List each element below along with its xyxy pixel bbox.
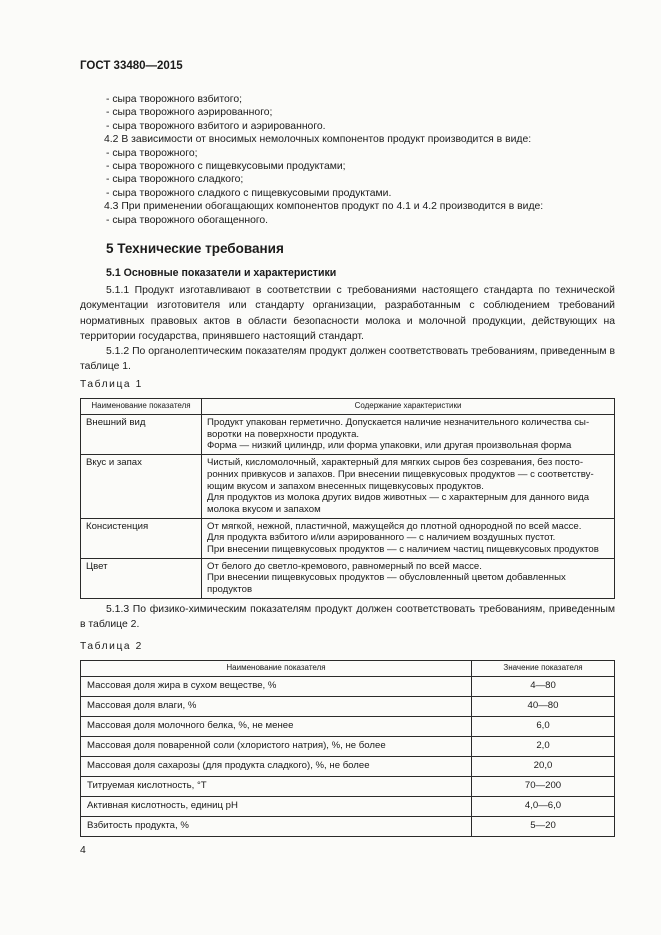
row-value: 4—80 bbox=[472, 677, 615, 697]
row-name: Консистенция bbox=[81, 518, 202, 558]
table-row bbox=[81, 415, 615, 455]
row-name: Массовая доля влаги, % bbox=[81, 697, 472, 717]
intro-list bbox=[106, 93, 618, 227]
row-name: Массовая доля жира в сухом веществе, % bbox=[81, 677, 472, 697]
row-value: 20,0 bbox=[472, 757, 615, 777]
list-item: - сыра творожного взбитого и аэрированного. bbox=[106, 120, 326, 132]
standard-header: ГОСТ 33480—2015 bbox=[80, 60, 183, 72]
table-row bbox=[81, 797, 615, 817]
paragraph-5-1-3: 5.1.3 По физико-химическим показателям продукт должен соответствовать требованиям, приведенным в таблице 2. bbox=[80, 604, 615, 631]
row-name: Цвет bbox=[81, 558, 202, 598]
table1-col-content: Содержание характеристики bbox=[202, 399, 615, 415]
row-name: Активная кислотность, единиц pH bbox=[81, 797, 472, 817]
row-name: Массовая доля поваренной соли (хлористого натрия), %, не более bbox=[81, 737, 472, 757]
list-item: - сыра творожного аэрированного; bbox=[106, 107, 273, 119]
row-name: Массовая доля молочного белка, %, не менее bbox=[81, 717, 472, 737]
page-number: 4 bbox=[80, 845, 86, 856]
row-desc: Продукт упакован герметично. Допускается наличие незначительного количества сыворотки на поверхности продукта. Форма — низкий цилиндр, или форма упаковки, или другая произвольная форма bbox=[202, 415, 615, 455]
list-item: - сыра творожного сладкого; bbox=[106, 174, 244, 186]
list-item: - сыра творожного; bbox=[106, 147, 198, 159]
row-value: 2,0 bbox=[472, 737, 615, 757]
row-name: Взбитость продукта, % bbox=[81, 817, 472, 837]
row-desc: От белого до светло-кремового, равномерный по всей массе. При внесении пищевкусовых продуктов — обусловленный цветом добавленных продуктов bbox=[202, 558, 615, 598]
table-row bbox=[81, 817, 615, 837]
section-title: 5 Технические требования bbox=[106, 241, 284, 256]
list-item: - сыра творожного взбитого; bbox=[106, 94, 242, 105]
clause-4-3: 4.3 При применении обогащающих компонентов продукт по 4.1 и 4.2 производится в виде: bbox=[104, 201, 544, 213]
table-row bbox=[81, 777, 615, 797]
table2-col-name: Наименование показателя bbox=[81, 661, 472, 677]
table-row bbox=[81, 677, 615, 697]
table-row bbox=[81, 518, 615, 558]
table-organoleptic bbox=[80, 398, 615, 599]
table-physicochemical bbox=[80, 660, 615, 837]
row-name: Внешний вид bbox=[81, 415, 202, 455]
table2-col-value: Значение показателя bbox=[472, 661, 615, 677]
list-item: - сыра творожного сладкого с пищевкусовыми продуктами. bbox=[106, 187, 392, 199]
row-desc: Чистый, кисломолочный, характерный для мягких сыров без созревания, без посторонних привкусов и запахов. При внесении пищевкусовых продуктов — с соответствующим вкусом и запахом внесенных пищевкусовых продуктов. Для продуктов из молока других видов животных — с характерным для данного вида молока вкусом и запахом bbox=[202, 455, 615, 519]
row-value: 4,0—6,0 bbox=[472, 797, 615, 817]
list-item: - сыра творожного с пищевкусовыми продуктами; bbox=[106, 161, 346, 173]
subsection-title: 5.1 Основные показатели и характеристики bbox=[106, 267, 337, 279]
table2-caption: Таблица 2 bbox=[80, 641, 143, 652]
row-name: Вкус и запах bbox=[81, 455, 202, 519]
paragraph-5-1-1: 5.1.1 Продукт изготавливают в соответствии с требованиями настоящего стандарта по технической документации изготовителя или стандарту организации, разработанным с соблюдением требований нормативных правовых актов в области безопасности молока и молочной продукции, действующих на территории государства, принявшего настоящий стандарт. bbox=[80, 285, 615, 342]
table-row bbox=[81, 558, 615, 598]
row-name: Массовая доля сахарозы (для продукта сладкого), %, не более bbox=[81, 757, 472, 777]
row-desc: От мягкой, нежной, пластичной, мажущейся до плотной однородной по всей массе. Для продукта взбитого и/или аэрированного — с наличием воздушных пустот. При внесении пищевкусовых продуктов — с наличием частиц пищевкусовых продуктов bbox=[202, 518, 615, 558]
table-row bbox=[81, 737, 615, 757]
row-value: 5—20 bbox=[472, 817, 615, 837]
list-item: - сыра творожного обогащенного. bbox=[106, 214, 269, 226]
table1-caption: Таблица 1 bbox=[80, 379, 143, 390]
table-row bbox=[81, 455, 615, 519]
row-value: 6,0 bbox=[472, 717, 615, 737]
table-row bbox=[81, 717, 615, 737]
paragraph-5-1-2: 5.1.2 По органолептическим показателям продукт должен соответствовать требованиям, приведенным в таблице 1. bbox=[80, 346, 615, 373]
row-value: 40—80 bbox=[472, 697, 615, 717]
table-row bbox=[81, 697, 615, 717]
row-name: Титруемая кислотность, °Т bbox=[81, 777, 472, 797]
row-value: 70—200 bbox=[472, 777, 615, 797]
table1-col-name: Наименование показателя bbox=[81, 399, 202, 415]
clause-4-2: 4.2 В зависимости от вносимых немолочных компонентов продукт производится в виде: bbox=[104, 134, 532, 146]
table-row bbox=[81, 757, 615, 777]
